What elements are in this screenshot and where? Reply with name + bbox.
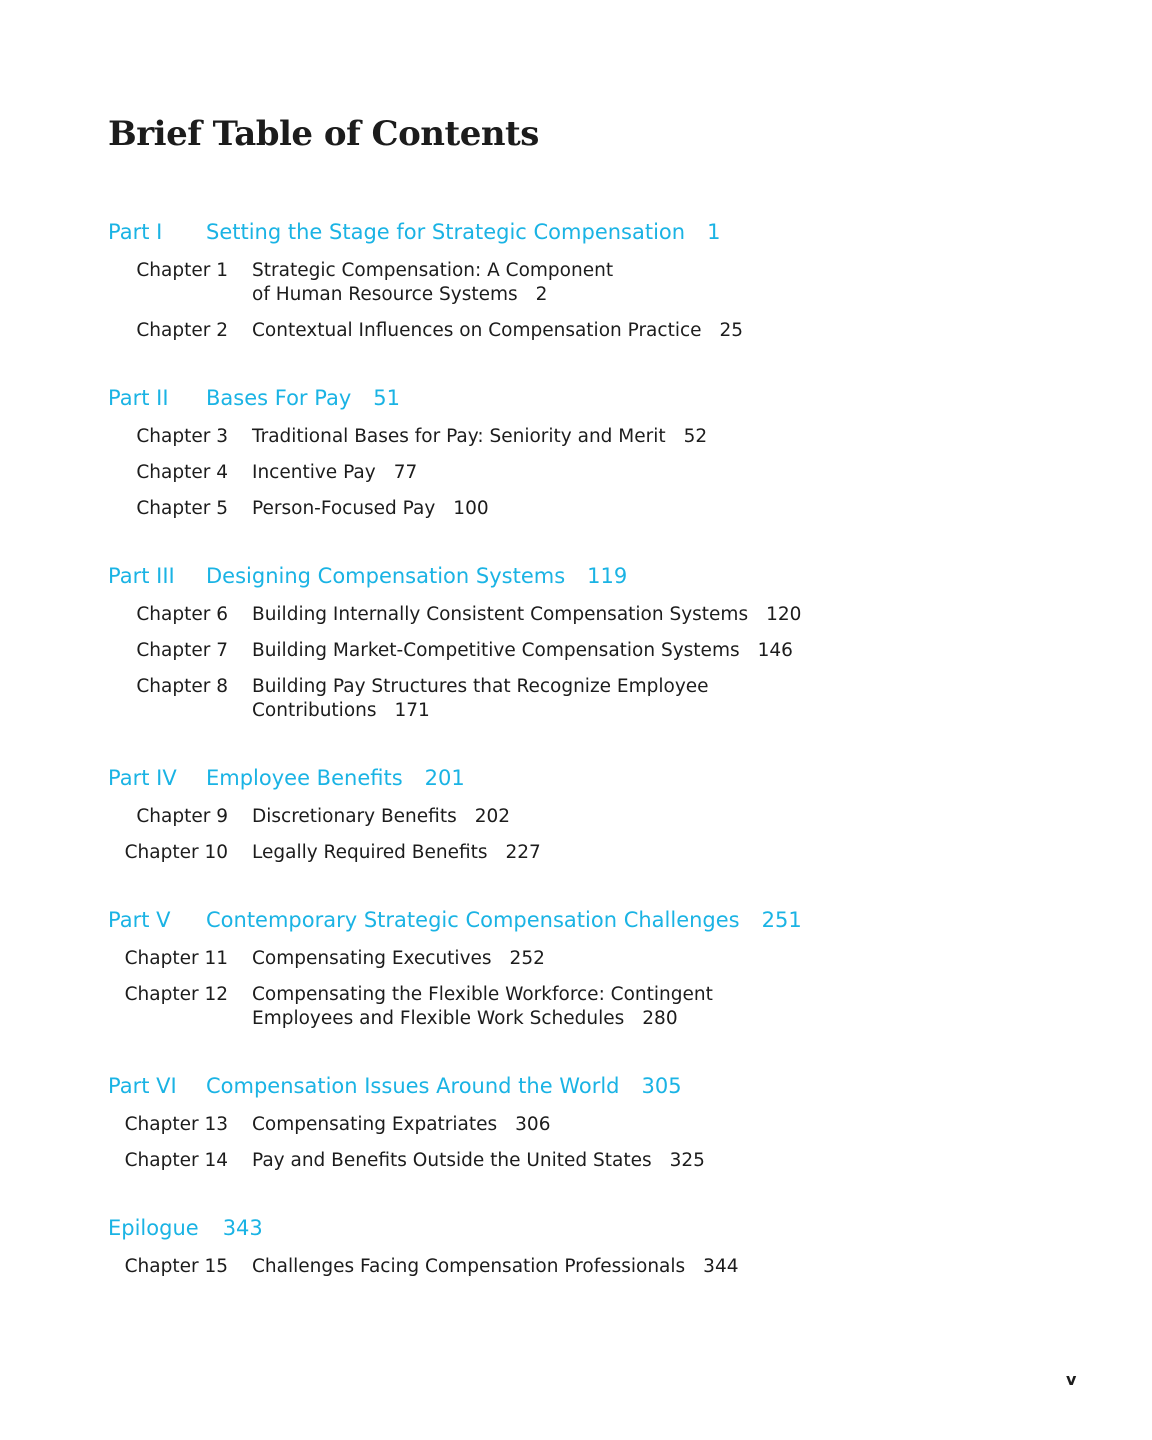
chapter-title: Building Pay Structures that Recognize Employee — [252, 676, 709, 697]
chapter-page-number: 252 — [509, 948, 545, 969]
part-label: Part II — [108, 386, 169, 410]
chapter-label: Chapter 5 — [136, 498, 228, 519]
chapter-title: Person-Focused Pay — [252, 498, 436, 519]
chapter-title: Compensating the Flexible Workforce: Contingent — [252, 984, 713, 1005]
chapter-label: Chapter 4 — [136, 462, 228, 483]
chapter-title: Traditional Bases for Pay: Seniority and Merit — [252, 426, 666, 447]
chapter-title: Strategic Compensation: A Component — [252, 260, 614, 281]
part-page-number: 119 — [587, 564, 628, 588]
chapter-title: Compensating Executives — [252, 948, 492, 969]
chapter-label: Chapter 11 — [124, 948, 228, 969]
page-folio: v — [1066, 1370, 1077, 1389]
chapter-label: Chapter 9 — [136, 806, 228, 827]
page-title: Brief Table of Contents — [108, 114, 539, 154]
chapter-label: Chapter 2 — [136, 320, 228, 341]
part-page-number: 201 — [424, 766, 465, 790]
chapter-label: Chapter 14 — [124, 1150, 228, 1171]
chapter-title: Building Market-Competitive Compensation Systems — [252, 640, 740, 661]
chapter-title-continued: of Human Resource Systems — [252, 284, 518, 305]
part-page-number: 51 — [373, 386, 400, 410]
chapter-page-number: 52 — [683, 426, 708, 447]
epilogue-label: Epilogue — [108, 1216, 199, 1240]
part-title: Bases For Pay — [206, 386, 352, 410]
chapter-label: Chapter 12 — [124, 984, 228, 1005]
part-title: Contemporary Strategic Compensation Challenges — [206, 908, 740, 932]
chapter-label: Chapter 7 — [136, 640, 228, 661]
part-page-number: 1 — [707, 220, 721, 244]
part-label: Part IV — [108, 766, 177, 790]
part-label: Part I — [108, 220, 163, 244]
chapter-page-number: 344 — [703, 1256, 739, 1277]
chapter-page-number: 77 — [393, 462, 418, 483]
part-title: Employee Benefits — [206, 766, 403, 790]
part-page-number: 251 — [761, 908, 802, 932]
chapter-page-number: 171 — [394, 700, 430, 721]
part-page-number: 305 — [641, 1074, 682, 1098]
chapter-title: Incentive Pay — [252, 462, 376, 483]
chapter-page-number: 2 — [535, 284, 548, 305]
chapter-label: Chapter 13 — [124, 1114, 228, 1135]
chapter-page-number: 280 — [642, 1008, 678, 1029]
chapter-title: Compensating Expatriates — [252, 1114, 498, 1135]
chapter-page-number: 146 — [757, 640, 793, 661]
chapter-title: Pay and Benefits Outside the United States — [252, 1150, 652, 1171]
chapter-label: Chapter 6 — [136, 604, 228, 625]
chapter-title: Building Internally Consistent Compensation Systems — [252, 604, 749, 625]
chapter-title: Challenges Facing Compensation Professionals — [252, 1256, 686, 1277]
chapter-label: Chapter 15 — [124, 1256, 228, 1277]
chapter-label: Chapter 1 — [136, 260, 228, 281]
chapter-title: Discretionary Benefits — [252, 806, 457, 827]
part-label: Part III — [108, 564, 175, 588]
part-title: Setting the Stage for Strategic Compensation — [206, 220, 686, 244]
chapter-page-number: 100 — [453, 498, 489, 519]
chapter-page-number: 25 — [719, 320, 744, 341]
part-title: Designing Compensation Systems — [206, 564, 566, 588]
part-label: Part V — [108, 908, 171, 932]
chapter-page-number: 202 — [474, 806, 511, 827]
chapter-page-number: 227 — [505, 842, 541, 863]
chapter-page-number: 306 — [515, 1114, 551, 1135]
chapter-label: Chapter 10 — [124, 842, 228, 863]
part-page-number: 343 — [222, 1216, 263, 1240]
chapter-label: Chapter 8 — [136, 676, 228, 697]
chapter-title-continued: Employees and Flexible Work Schedules — [252, 1008, 625, 1029]
chapter-page-number: 120 — [766, 604, 802, 625]
chapter-title: Legally Required Benefits — [252, 842, 488, 863]
part-label: Part VI — [108, 1074, 177, 1098]
chapter-title: Contextual Influences on Compensation Practice — [252, 320, 702, 341]
chapter-title-continued: Contributions — [252, 700, 377, 721]
chapter-page-number: 325 — [669, 1150, 705, 1171]
chapter-label: Chapter 3 — [136, 426, 228, 447]
part-title: Compensation Issues Around the World — [206, 1074, 620, 1098]
